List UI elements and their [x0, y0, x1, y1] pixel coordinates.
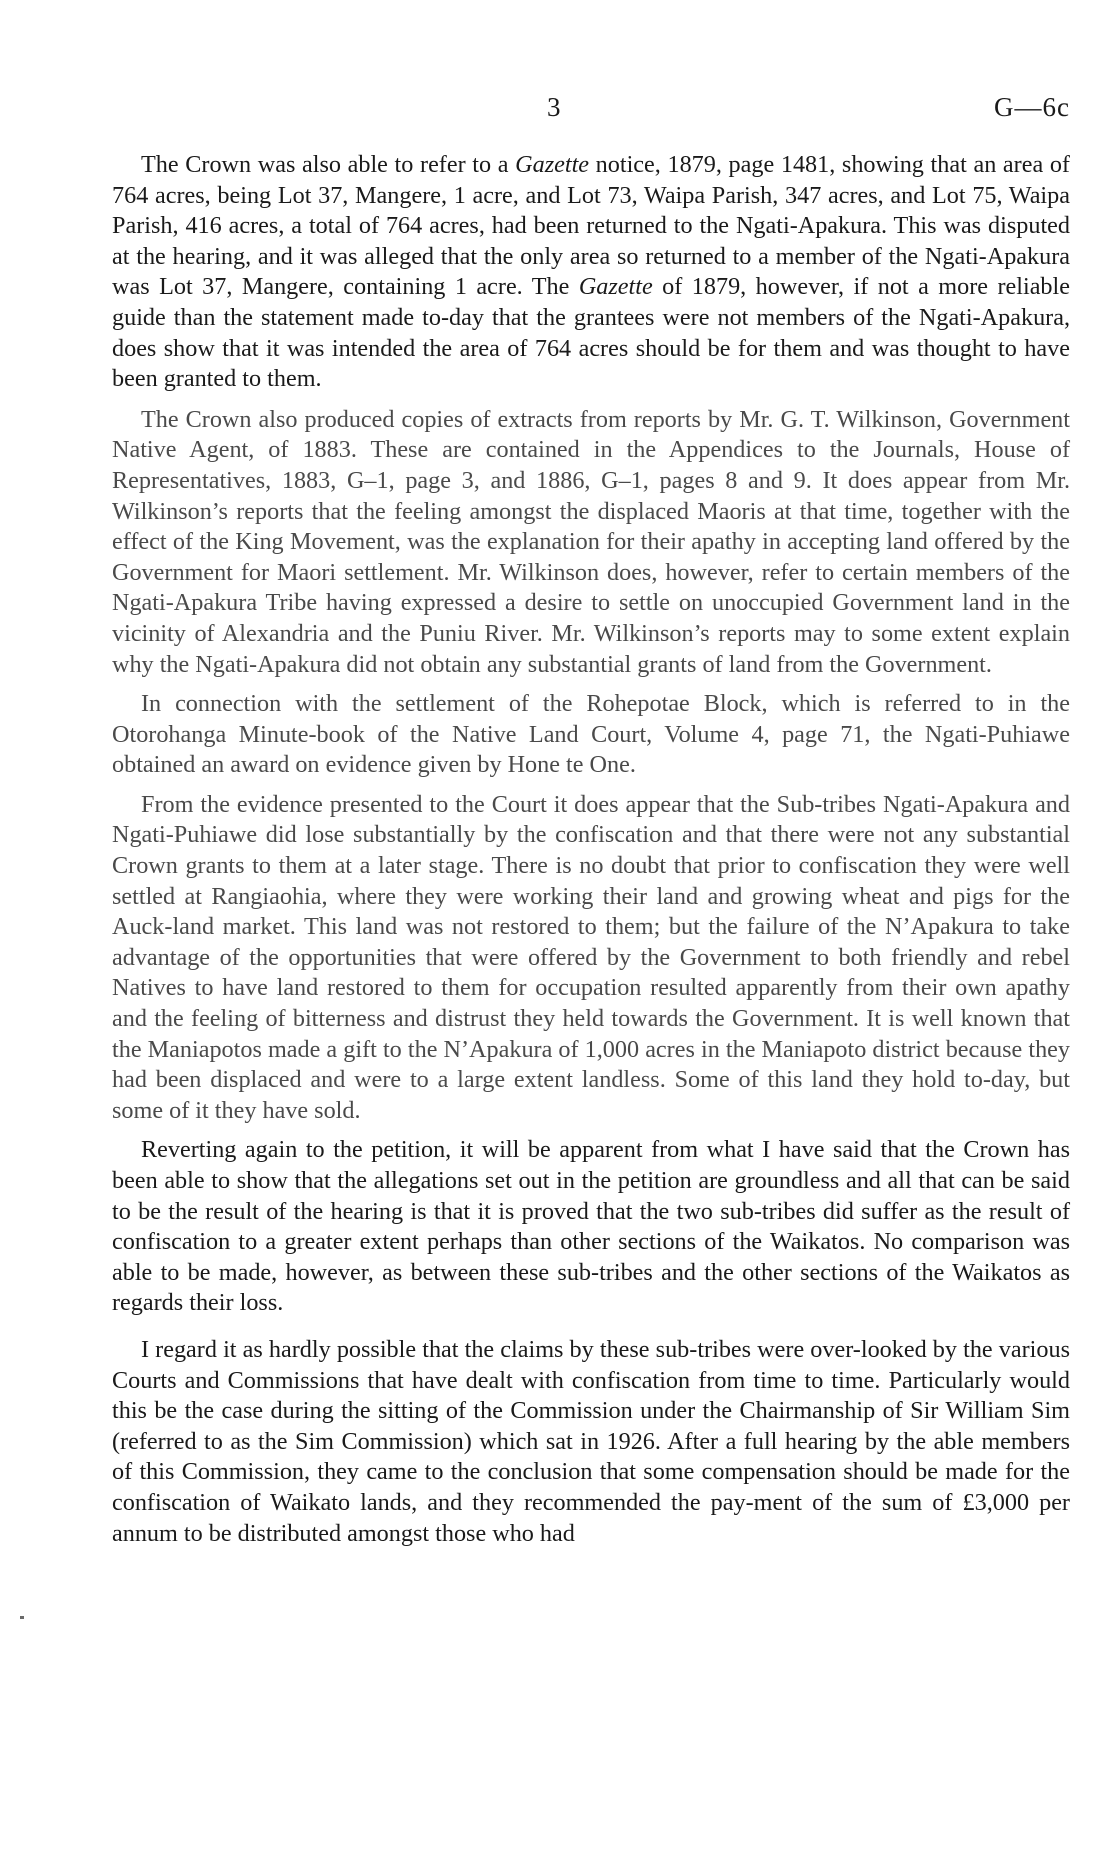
italic-term: Gazette — [515, 151, 590, 178]
paragraph-petition: Reverting again to the petition, it will be apparent from what I have said that the Crown has been able to show that the allegations set out in the petition are groundless and all that can be said to be the result of the hearing is that it is proved that the two sub-tribes did suffer as the result of confiscation to a greater extent perhaps than other sections of the Waikatos. No comparison was able to be made, however, as between these sub-tribes and the other sections of the Waikatos as regards their loss. — [112, 1136, 1070, 1317]
italic-term: Gazette — [578, 273, 653, 301]
document-code: G—6c — [994, 92, 1070, 122]
margin-mark — [20, 1616, 24, 1619]
paragraph-rohepotae-block: In connection with the settlement of the Rohepotae Block, which is referred to in the Otorohanga Minute-book of the Native Land Court, Volume 4, page 71, the Ngati-Puhiawe obtained an award on evidence given by Hone te One. — [112, 690, 1070, 779]
paragraph-gazette-notice — [112, 150, 1070, 395]
paragraph-sim-commission: I regard it as hardly possible that the claims by these sub-tribes were over-looked by the various Courts and Commissions that have dealt with confiscation from time to time. Particularly would this be the case during the sitting of the Commission under the Chairmanship of Sir William Sim (referred to as the Sim Commission) which sat in 1926. After a full hearing by the able members of this Commission, they came to the conclusion that some compensation should be made for the confiscation of Waikato lands, and they recommended the pay-ment of the sum of £3,000 per annum to be distributed amongst those who had — [112, 1335, 1070, 1547]
text-run: notice, 1879, page 1481, showing that an area of 764 acres, being Lot 37, Mangere, 1 acre, and Lot 73, Waipa Parish, 347 acres, and Lot 75, Waipa Parish, 416 acres, a total of 764 acres, had been returned to the Ngati-Apakura. This was disputed at the hearing, and it was alleged that the only area so returned to a member of the Ngati-Apakura was Lot 37, Mangere, containing 1 acre. The — [112, 151, 1070, 301]
text-run: of 1879, however, if not a more reliable guide than the statement made to-day that the grantees were not members of the Ngati-Apakura, does show that it was intended the area of 764 acres should be for them and was thought to have been granted to them. — [112, 273, 1070, 393]
text-run: The Crown was also able to refer to a — [141, 151, 516, 178]
page-number: 3 — [547, 92, 562, 122]
body-text — [112, 150, 1070, 1549]
paragraph-court-evidence: From the evidence presented to the Court it does appear that the Sub-tribes Ngati-Apakura and Ngati-Puhiawe did lose substantially by the confiscation and that there were not any substantial Crown grants to them at a later stage. There is no doubt that prior to confiscation they were well settled at Rangiaohia, where they were working their land and growing wheat and pigs for the Auck-land market. This land was not restored to them; but the failure of the N’Apakura to take advantage of the opportunities that were offered by the Government to both friendly and rebel Natives to have land restored to them for occupation resulted apparently from their own apathy and the feeling of bitterness and distrust they held towards the Government. It is well known that the Maniapotos made a gift to the N’Apakura of 1,000 acres in the Maniapoto district because they had been displaced and were to a large extent landless. Some of this land they hold to-day, but some of it they have sold. — [112, 790, 1070, 1124]
paragraph-wilkinson-reports: The Crown also produced copies of extracts from reports by Mr. G. T. Wilkinson, Government Native Agent, of 1883. These are contained in the Appendices to the Journals, House of Representatives, 1883, G–1, page 3, and 1886, G–1, pages 8 and 9. It does appear from Mr. Wilkinson’s reports that the feeling amongst the displaced Maoris at that time, together with the effect of the King Movement, was the explanation for their apathy in accepting land offered by the Government for Maori settlement. Mr. Wilkinson does, however, refer to certain members of the Ngati-Apakura Tribe having expressed a desire to settle on unoccupied Government land in the vicinity of Alexandria and the Puniu River. Mr. Wilkinson’s reports may to some extent explain why the Ngati-Apakura did not obtain any substantial grants of land from the Government. — [112, 405, 1070, 678]
page-header — [0, 92, 1114, 132]
